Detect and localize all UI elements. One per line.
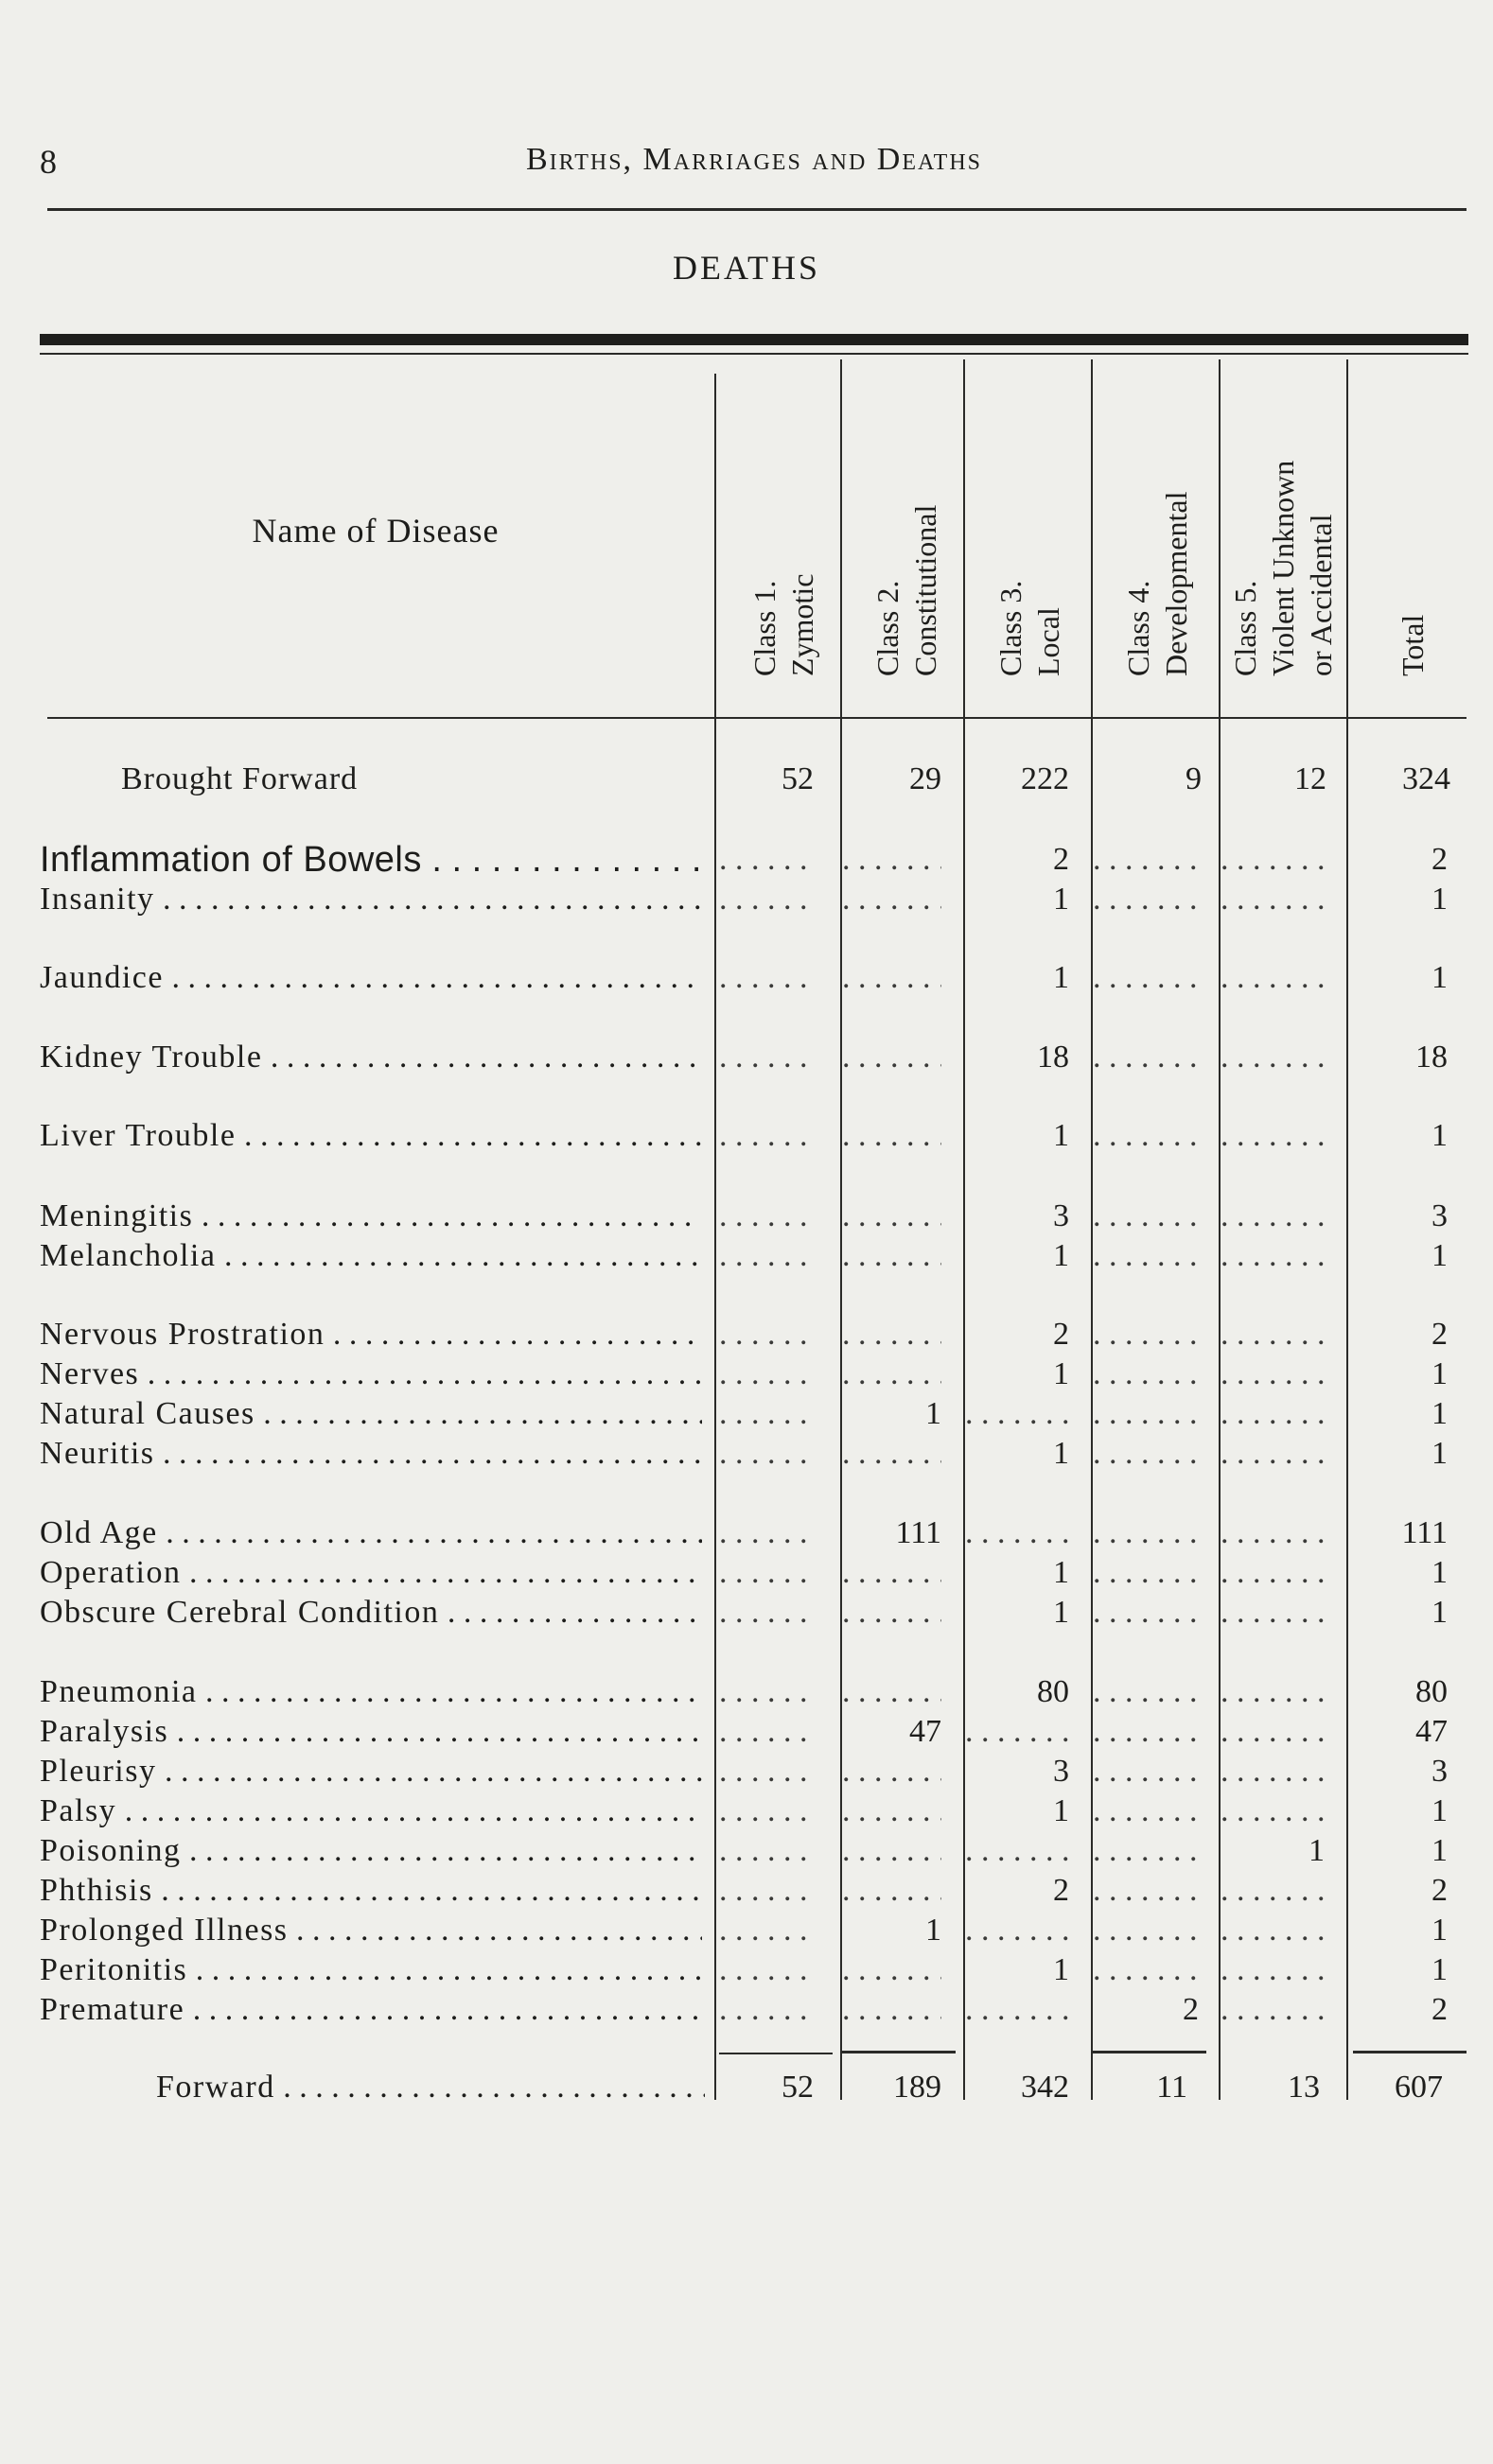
cell-class-4 [1093, 1315, 1199, 1354]
cell-class-1 [719, 1950, 814, 1990]
cell-class-1 [719, 1593, 814, 1633]
cell-class-3: 2 [1053, 842, 1069, 877]
cell-class-1 [719, 1791, 814, 1831]
cell-class-5 [1221, 1553, 1325, 1593]
forward-class-2: 189 [893, 2070, 941, 2105]
brought-forward-class-5: 12 [1294, 761, 1326, 796]
cell-class-4 [1093, 1791, 1199, 1831]
cell-class-5 [1221, 880, 1325, 919]
cell-class-1 [719, 1197, 814, 1236]
cell-class-2 [842, 1871, 941, 1911]
cell-class-5 [1221, 1236, 1325, 1276]
cell-class-3 [965, 1990, 1069, 2030]
forward-class-5: 13 [1288, 2070, 1320, 2105]
table-row [0, 1593, 1493, 1633]
cell-class-1 [719, 1712, 814, 1752]
column-header-class-4 [1093, 364, 1216, 686]
cell-class-5 [1221, 840, 1325, 880]
cell-total: 2 [1432, 842, 1448, 877]
table-row [0, 880, 1493, 919]
disease-name: Natural Causes . . . [40, 1394, 702, 1434]
cell-class-4 [1093, 1712, 1199, 1752]
cell-class-3: 3 [1053, 1198, 1069, 1233]
column-header-line: Class 3. [993, 580, 1028, 676]
disease-name: Nervous Prostration . . . [40, 1315, 702, 1354]
cell-class-4 [1093, 1394, 1199, 1434]
forward-class-3: 342 [1021, 2070, 1069, 2105]
cell-class-3: 1 [1053, 1595, 1069, 1630]
cell-class-4: 2 [1183, 1992, 1199, 2027]
cell-total: 1 [1432, 882, 1448, 917]
cell-class-5 [1221, 1197, 1325, 1236]
cell-class-2 [842, 1038, 941, 1077]
cell-total: 3 [1432, 1754, 1448, 1789]
table-row [0, 1911, 1493, 1950]
cell-class-2: 47 [909, 1714, 941, 1749]
table-row [0, 1871, 1493, 1911]
disease-name: Melancholia . . . [40, 1236, 702, 1276]
cell-class-5 [1221, 1990, 1325, 2030]
column-header-class-1 [719, 364, 842, 686]
cell-class-1 [719, 1752, 814, 1791]
running-title: Births, Marriages and Deaths [525, 142, 983, 177]
cell-class-2: 1 [925, 1396, 941, 1431]
cell-class-5 [1221, 1752, 1325, 1791]
disease-name: Phthisis . . . [40, 1871, 702, 1911]
disease-name: Premature . . . [40, 1990, 702, 2030]
cell-class-2 [842, 1434, 941, 1474]
forward-class-4: 11 [1156, 2070, 1187, 2105]
table-row [0, 1990, 1493, 2030]
column-header-class-5 [1221, 364, 1344, 686]
column-header-line: Class 5. [1228, 580, 1262, 676]
cell-class-4 [1093, 1871, 1199, 1911]
cell-class-2 [842, 1197, 941, 1236]
cell-total: 1 [1432, 1793, 1448, 1828]
cell-class-2 [842, 840, 941, 880]
cell-class-4 [1093, 1831, 1199, 1871]
brought-forward-class-3: 222 [1021, 761, 1069, 796]
cell-class-5 [1221, 1712, 1325, 1752]
cell-total: 111 [1401, 1515, 1448, 1550]
brought-forward-class-2: 29 [909, 761, 941, 796]
cell-class-4 [1093, 1553, 1199, 1593]
header-rule [47, 208, 1467, 211]
cell-class-2 [842, 1990, 941, 2030]
brought-forward-class-1: 52 [782, 761, 814, 796]
cell-class-4 [1093, 1354, 1199, 1394]
column-header-line: Constitutional [908, 504, 942, 676]
cell-class-1 [719, 1434, 814, 1474]
forward-total: 607 [1395, 2070, 1443, 2105]
table-row [0, 958, 1493, 998]
disease-name: Paralysis . . . [40, 1712, 702, 1752]
column-header-line: Local [1031, 607, 1065, 676]
disease-name: Poisoning . . . [40, 1831, 702, 1871]
cell-total: 3 [1432, 1198, 1448, 1233]
cell-total: 1 [1432, 1833, 1448, 1868]
cell-class-3: 80 [1037, 1674, 1069, 1709]
cell-class-3: 1 [1053, 1436, 1069, 1471]
cell-total: 1 [1432, 960, 1448, 995]
cell-class-1 [719, 1911, 814, 1950]
column-header-line: Class 4. [1121, 580, 1155, 676]
column-header-line: Class 2. [870, 580, 905, 676]
cell-class-3: 1 [1053, 1793, 1069, 1828]
page-number: 8 [40, 143, 57, 181]
cell-total: 1 [1432, 1913, 1448, 1948]
sum-rule [1353, 2051, 1467, 2053]
column-header-line: Violent Unknown [1266, 460, 1300, 676]
cell-class-4 [1093, 1434, 1199, 1474]
sum-rule [719, 2053, 833, 2054]
cell-class-4 [1093, 958, 1199, 998]
cell-total: 1 [1432, 1595, 1448, 1630]
column-header-class-3 [965, 364, 1088, 686]
cell-total: 80 [1415, 1674, 1448, 1709]
cell-class-4 [1093, 1116, 1199, 1156]
cell-class-4 [1093, 1197, 1199, 1236]
cell-class-2 [842, 1752, 941, 1791]
cell-class-3: 1 [1053, 1555, 1069, 1590]
cell-class-4 [1093, 880, 1199, 919]
cell-class-4 [1093, 1752, 1199, 1791]
table-row [0, 1038, 1493, 1077]
table-row [0, 1672, 1493, 1712]
cell-class-1 [719, 1354, 814, 1394]
cell-class-2 [842, 1236, 941, 1276]
table-row [0, 1354, 1493, 1394]
cell-class-5 [1221, 1871, 1325, 1911]
table-row [0, 1315, 1493, 1354]
cell-total: 1 [1432, 1356, 1448, 1391]
cell-class-3: 3 [1053, 1754, 1069, 1789]
cell-class-3: 2 [1053, 1317, 1069, 1352]
cell-class-3: 1 [1053, 1952, 1069, 1987]
table-row [0, 1831, 1493, 1871]
table-row [0, 1553, 1493, 1593]
disease-name: Pleurisy . . . [40, 1752, 702, 1791]
cell-class-1 [719, 1871, 814, 1911]
cell-total: 2 [1432, 1992, 1448, 2027]
cell-class-1 [719, 1513, 814, 1553]
disease-name: Palsy . . . [40, 1791, 702, 1831]
sum-rule [1093, 2051, 1206, 2053]
column-header-class-2 [842, 364, 965, 686]
disease-name: Old Age . . . [40, 1513, 702, 1553]
sum-rule [842, 2051, 956, 2053]
cell-class-2 [842, 1116, 941, 1156]
section-title: DEATHS [672, 249, 820, 287]
cell-total: 1 [1432, 1555, 1448, 1590]
cell-class-2 [842, 1315, 941, 1354]
cell-class-2: 1 [925, 1913, 941, 1948]
cell-total: 47 [1415, 1714, 1448, 1749]
disease-name: Operation . . . [40, 1553, 702, 1593]
disease-name: Prolonged Illness . . . [40, 1911, 702, 1950]
forward-class-1: 52 [782, 2070, 814, 2105]
cell-class-2 [842, 1791, 941, 1831]
cell-class-2 [842, 1354, 941, 1394]
table-row [0, 1712, 1493, 1752]
cell-total: 1 [1432, 1396, 1448, 1431]
disease-name: Pneumonia . . . [40, 1672, 702, 1712]
table-row [0, 1513, 1493, 1553]
cell-class-2 [842, 1553, 941, 1593]
cell-class-5 [1221, 1911, 1325, 1950]
cell-total: 18 [1415, 1040, 1448, 1075]
cell-class-3 [965, 1911, 1069, 1950]
cell-class-5 [1221, 1315, 1325, 1354]
cell-class-5 [1221, 1593, 1325, 1633]
page-header [40, 132, 1468, 189]
cell-class-5 [1221, 1672, 1325, 1712]
name-of-disease-header: Name of Disease [252, 512, 500, 550]
forward-row [0, 2068, 1493, 2107]
cell-class-4 [1093, 840, 1199, 880]
cell-class-5: 1 [1309, 1833, 1325, 1868]
cell-class-1 [719, 1315, 814, 1354]
table-row [0, 1236, 1493, 1276]
cell-total: 1 [1432, 1238, 1448, 1273]
disease-name: Kidney Trouble . . . [40, 1038, 702, 1077]
cell-class-5 [1221, 1434, 1325, 1474]
cell-class-3: 2 [1053, 1873, 1069, 1908]
cell-class-5 [1221, 1394, 1325, 1434]
cell-class-3: 1 [1053, 1238, 1069, 1273]
cell-total: 1 [1432, 1952, 1448, 1987]
cell-class-1 [719, 1116, 814, 1156]
cell-total: 2 [1432, 1317, 1448, 1352]
cell-class-1 [719, 958, 814, 998]
cell-class-1 [719, 1236, 814, 1276]
brought-forward-label: Brought Forward [121, 761, 359, 796]
cell-class-3: 1 [1053, 1118, 1069, 1153]
cell-class-5 [1221, 1354, 1325, 1394]
table-row [0, 1791, 1493, 1831]
cell-class-1 [719, 1394, 814, 1434]
cell-class-4 [1093, 1911, 1199, 1950]
disease-name: Peritonitis . . . [40, 1950, 702, 1990]
disease-name: Liver Trouble . . . [40, 1116, 702, 1156]
column-header-line: Developmental [1159, 491, 1193, 676]
cell-class-3: 18 [1037, 1040, 1069, 1075]
forward-label: Forward . . . [156, 2068, 705, 2107]
brought-forward-row [0, 760, 1493, 799]
cell-class-1 [719, 840, 814, 880]
cell-class-4 [1093, 1236, 1199, 1276]
column-header-line: Total [1396, 614, 1430, 676]
cell-class-3 [965, 1394, 1069, 1434]
disease-name: Neuritis . . . [40, 1434, 702, 1474]
cell-class-2 [842, 1672, 941, 1712]
cell-total: 1 [1432, 1436, 1448, 1471]
cell-class-5 [1221, 1116, 1325, 1156]
cell-class-2 [842, 1593, 941, 1633]
cell-class-3: 1 [1053, 960, 1069, 995]
cell-class-2 [842, 958, 941, 998]
disease-name: Insanity . . . [40, 880, 702, 919]
cell-class-1 [719, 880, 814, 919]
table-row [0, 1116, 1493, 1156]
cell-class-1 [719, 1990, 814, 2030]
cell-class-4 [1093, 1950, 1199, 1990]
cell-class-5 [1221, 1038, 1325, 1077]
table-row [0, 1950, 1493, 1990]
cell-class-5 [1221, 1791, 1325, 1831]
header-bottom-rule [47, 717, 1467, 719]
cell-total: 1 [1432, 1118, 1448, 1153]
cell-class-4 [1093, 1593, 1199, 1633]
column-header-total [1348, 364, 1471, 686]
cell-class-5 [1221, 1513, 1325, 1553]
cell-class-3: 1 [1053, 1356, 1069, 1391]
table-row [0, 1752, 1493, 1791]
cell-class-1 [719, 1831, 814, 1871]
disease-name: Nerves . . . [40, 1354, 702, 1394]
cell-total: 2 [1432, 1873, 1448, 1908]
table-top-rule [40, 334, 1468, 345]
cell-class-2 [842, 1831, 941, 1871]
column-header-line: Zymotic [785, 573, 819, 676]
brought-forward-total: 324 [1402, 761, 1450, 796]
cell-class-2: 111 [895, 1515, 941, 1550]
disease-name: Meningitis . . . [40, 1197, 702, 1236]
table-row [0, 840, 1493, 880]
cell-class-1 [719, 1038, 814, 1077]
cell-class-1 [719, 1672, 814, 1712]
cell-class-5 [1221, 1950, 1325, 1990]
table-row [0, 1197, 1493, 1236]
table-row [0, 1394, 1493, 1434]
cell-class-3 [965, 1712, 1069, 1752]
column-header-line: Class 1. [747, 580, 782, 676]
column-header-line: or Accidental [1304, 514, 1338, 676]
cell-class-4 [1093, 1038, 1199, 1077]
cell-class-3 [965, 1831, 1069, 1871]
cell-class-2 [842, 880, 941, 919]
cell-class-5 [1221, 958, 1325, 998]
cell-class-1 [719, 1553, 814, 1593]
table-row [0, 1434, 1493, 1474]
disease-name: Inflammation of Bowels . . . [40, 840, 702, 880]
cell-class-4 [1093, 1672, 1199, 1712]
brought-forward-class-4: 9 [1186, 761, 1202, 796]
disease-name: Jaundice . . . [40, 958, 702, 998]
disease-name: Obscure Cerebral Condition . . . [40, 1593, 702, 1633]
cell-class-3 [965, 1513, 1069, 1553]
cell-class-4 [1093, 1513, 1199, 1553]
cell-class-3: 1 [1053, 882, 1069, 917]
cell-class-2 [842, 1950, 941, 1990]
table-top-rule-thin [40, 353, 1468, 355]
